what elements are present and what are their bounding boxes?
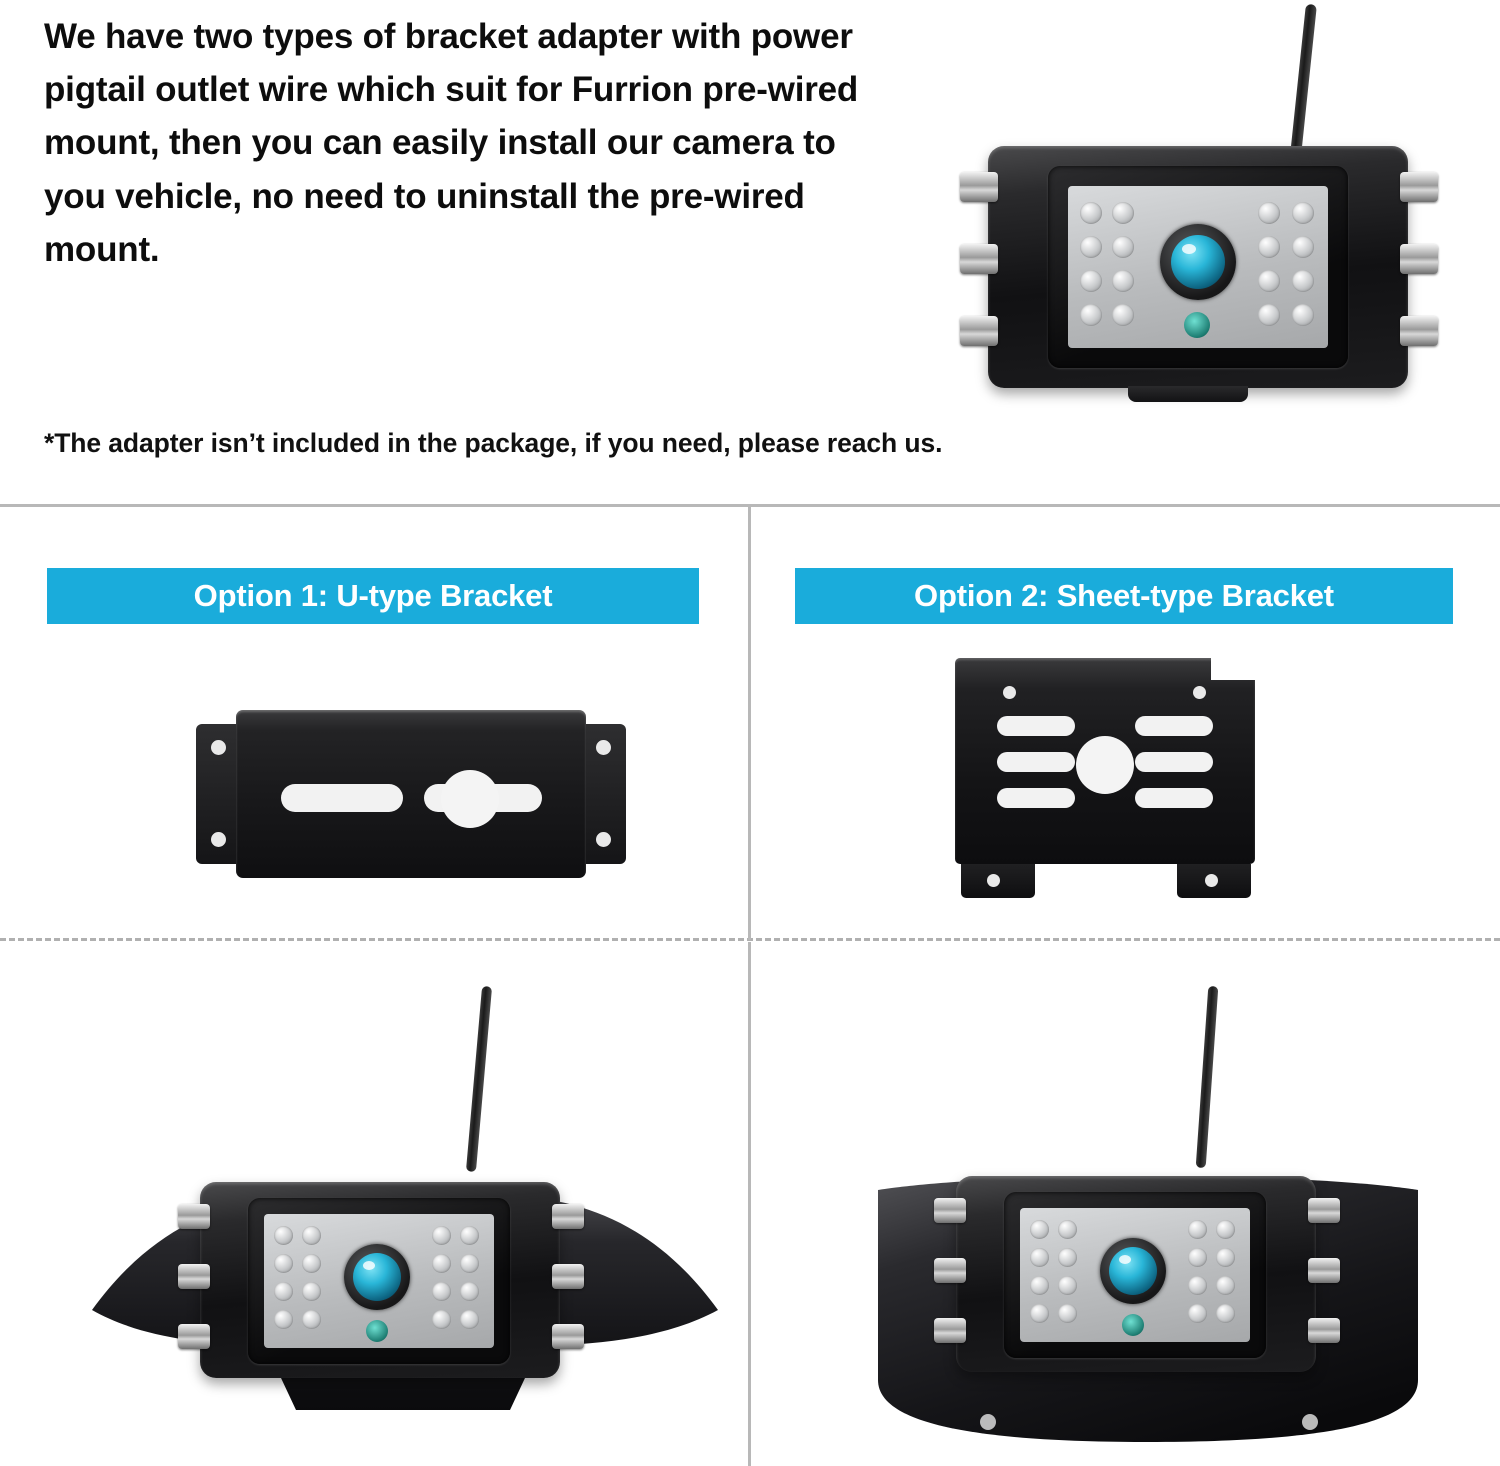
bracket-plate [955,658,1255,864]
screw-icon [1308,1258,1340,1283]
light-sensor-icon [1122,1314,1144,1336]
option-1-title-text: Option 1: U-type Bracket [193,578,553,613]
screw-icon [1400,316,1438,346]
screw-icon [934,1258,966,1283]
bracket-slot [997,752,1075,772]
light-sensor-icon [1184,312,1210,338]
bracket-center-hole [441,770,499,828]
bracket-slot [997,788,1075,808]
screw-icon [1308,1198,1340,1223]
sheet-type-bracket-image [955,658,1255,898]
bracket-tab-left [961,864,1035,898]
bracket-slot [1135,716,1213,736]
option-2-title-banner [795,568,1453,624]
screw-icon [1308,1318,1340,1343]
bracket-notch [1211,658,1255,680]
intro-text: We have two types of bracket adapter with power pigtail outlet wire which suit for Furrion pre-wired mount, then you can easily install our camera to you vehicle, no need to uninstall the pre-wired mount. [44,17,859,269]
option-2-title-text: Option 2: Sheet-type Bracket [914,578,1334,613]
bracket-hole [1193,686,1206,699]
column-divider-upper [748,506,751,940]
screw-icon [1400,172,1438,202]
screw-icon [960,316,998,346]
u-type-bracket-image [196,710,626,878]
antenna-icon [1290,4,1317,156]
camera-led-face [1068,186,1328,348]
screw-icon [178,1264,210,1289]
camera-on-u-type-bracket-image [70,980,750,1450]
screw-icon [960,244,998,274]
camera-led-face [1020,1208,1250,1342]
screw-icon [552,1204,584,1229]
hero-camera-image [930,0,1470,420]
screw-icon [178,1324,210,1349]
bracket-tab-right [1177,864,1251,898]
screw-icon [552,1324,584,1349]
bracket-ear-right [580,724,626,864]
option-1-title-banner [47,568,699,624]
top-section [0,0,1500,500]
screw-icon [934,1198,966,1223]
bracket-plate [236,710,586,878]
screw-icon [960,172,998,202]
bracket-slot [1135,752,1213,772]
screw-icon [552,1264,584,1289]
screw-icon [934,1318,966,1343]
bracket-slot [997,716,1075,736]
bracket-slot [1135,788,1213,808]
screw-icon [178,1204,210,1229]
adapter-footnote: *The adapter isn’t included in the package, if you need, please reach us. [44,428,943,458]
bracket-slot [281,784,403,812]
bracket-center-hole [1076,736,1134,794]
bracket-hole [1003,686,1016,699]
camera-led-face [264,1214,494,1348]
camera-foot [1128,386,1248,402]
screw-icon [1400,244,1438,274]
camera-on-sheet-type-bracket-image [818,980,1478,1450]
light-sensor-icon [366,1320,388,1342]
